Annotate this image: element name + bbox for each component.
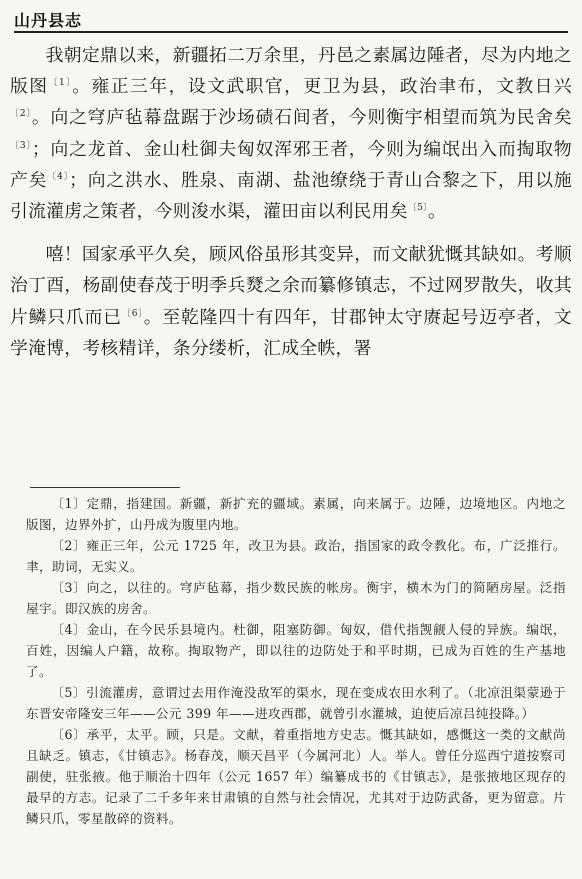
- main-text: [10, 40, 572, 364]
- footnote-marker-5[interactable]: 〔5〕: [407, 203, 428, 214]
- footnote-marker-3[interactable]: 〔3〕: [10, 140, 32, 151]
- footnote-2: 〔2〕雍正三年，公元 1725 年，改卫为县。政治，指国家的政令教化。布，广泛推行。聿，助词，无实义。: [26, 538, 566, 574]
- footnote-divider: [30, 487, 180, 488]
- text-segment: 。: [427, 201, 447, 223]
- footnote-6: 〔6〕承平，太平。顾，只是。文献，着重指地方史志。慨其缺如，感慨这一类的文献尚且缺乏。镇志，《甘镇志》。杨春茂，顺天昌平（今属河北）人。举人。曾任分巡西宁道按察司副使，驻张掖。他于顺治十四年（公元 1657 年）编纂成书的《甘镇志》，是张掖地区现存的最早的方志。记录了二千多年来甘肃镇的自然与社会情况，尤其对于边防武备，更为留意。片鳞只爪，零星散碎的资料。: [26, 727, 566, 826]
- text-segment: ；向之洪水、胜泉、南湖、盐池缭绕于青山合黎之下，用以施引流灌虏之策者，今则浚水渠，灌田亩以利民用矣: [10, 169, 572, 223]
- header-rule: [14, 31, 568, 33]
- footnote-marker-1[interactable]: 〔1〕: [48, 78, 73, 89]
- text-segment: 我朝定鼎以来，新疆拓二万余里，丹邑之素属边陲者，尽为内地之版图: [10, 45, 572, 98]
- page-header: [14, 6, 568, 32]
- footnote-4: 〔4〕金山，在今民乐县境内。杜御，阻塞防御。匈奴，借代指觊觎人侵的异族。编氓，百姓，因编人户籍，故称。掏取物产，即以往的边防处于和平时期，已成为百姓的生产基地了。: [26, 622, 566, 679]
- text-segment: ；向之龙首、金山杜御夫匈奴浑邪王者，今则为编氓出入而掏取物产矣: [10, 138, 572, 191]
- text-segment: 。向之穹庐毡幕盘踞于沙场碛石间者，今则衡宇相望而筑为民舍矣: [31, 107, 572, 129]
- running-title: 山丹县志: [14, 11, 83, 30]
- footnotes: [26, 493, 566, 829]
- footnote-3: 〔3〕向之，以往的。穹庐毡幕，指少数民族的帐房。衡宇，横木为门的简陋房屋。泛指屋宇。即汉族的房舍。: [26, 580, 566, 616]
- footnote-5: 〔5〕引流灌虏，意谓过去用作淹没敌军的渠水，现在变成农田水利了。（北凉沮渠蒙逊于东晋安帝隆安三年——公元 399 年——进攻西郡，就曾引水灌城，迫使后凉吕纯投降。）: [26, 685, 566, 721]
- text-segment: 。至乾隆四十有四年，甘郡钟太守赓起号迈亭者，文学淹博，考核精详，条分缕析，汇成全帙，署: [10, 306, 572, 359]
- paragraph-2: [10, 239, 572, 364]
- footnote-1: 〔1〕定鼎，指建国。新疆，新扩充的疆域。素属，向来属于。边陲，边境地区。内地之版图，边界外扩，山丹成为腹里内地。: [26, 496, 566, 532]
- paragraph-1: [10, 40, 572, 227]
- footnote-marker-6[interactable]: 〔6〕: [121, 308, 144, 319]
- text-segment: 嘻！国家承平久矣，顾风俗虽形其变异，而文献犹慨其缺如。考顺治丁酉，杨副使春茂于明季兵燹之余而纂修镇志，不过网罗散失，收其片鳞只爪而已: [10, 244, 572, 328]
- text-segment: 。雍正三年，设文武职官，更卫为县，政治聿布，文教日兴: [72, 76, 572, 98]
- footnote-marker-4[interactable]: 〔4〕: [47, 171, 70, 182]
- footnote-marker-2[interactable]: 〔2〕: [10, 109, 32, 120]
